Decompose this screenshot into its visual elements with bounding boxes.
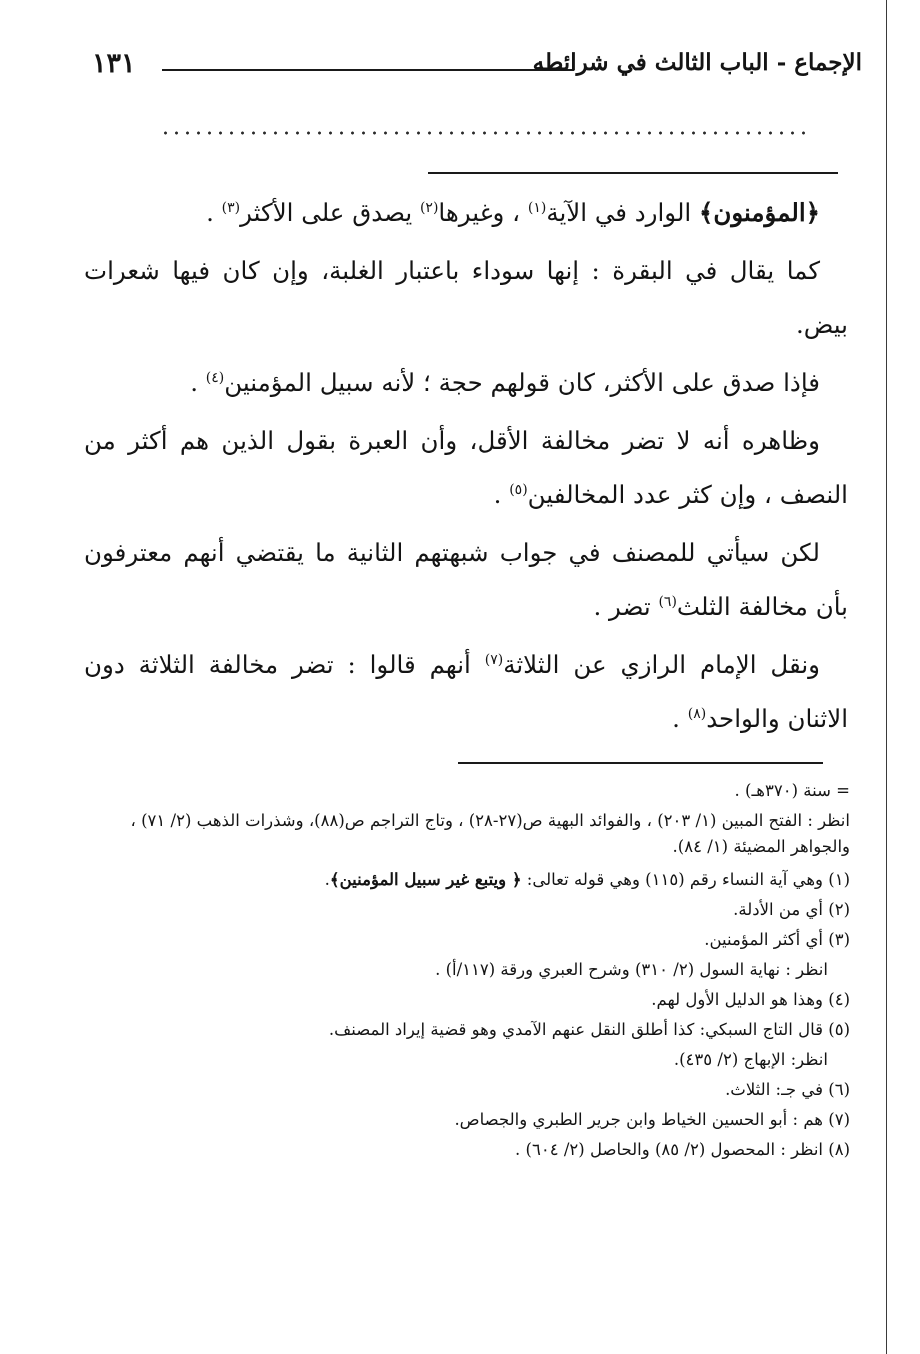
footnote-ref-8: (٨) [687, 706, 707, 722]
footnote-continuation-2: انظر : الفتح المبين (١/ ٢٠٣) ، والفوائد البهية ص(٢٧-٢٨) ، وتاج التراجم ص(٨٨)، وشذرات الذهب (٢/ ٧١) ، والجواهر المضيئة (١/ ٨٤). [130, 811, 850, 856]
running-title: الإجماع - الباب الثالث في شرائطه [532, 49, 862, 76]
footnote-6: (٦) في جـ: الثلاث. [725, 1080, 850, 1099]
page-number: ١٣١ [92, 48, 136, 79]
footnote-5-reference: انظر: الإبهاج (٢/ ٤٣٥). [673, 1050, 828, 1069]
footnote-rule [458, 762, 823, 764]
footnote-ref-4: (٤) [205, 370, 225, 386]
paragraph-3: فإذا صدق على الأكثر، كان قولهم حجة ؛ لأنه سبيل المؤمنين$^{(٤)}$ . [190, 368, 820, 397]
footnote-ref-5: (٥) [509, 482, 528, 498]
main-text [84, 186, 848, 750]
dotted-separator [160, 130, 810, 136]
footnotes [84, 778, 850, 1167]
footnote-4: (٤) وهذا هو الدليل الأول لهم. [651, 990, 850, 1009]
footnote-ref-2: (٢) [419, 200, 439, 216]
footnote-2: (٢) أي من الأدلة. [733, 900, 850, 919]
section-rule [428, 172, 838, 174]
header-rule [162, 69, 574, 71]
footnote-7: (٧) هم : أبو الحسين الخياط وابن جرير الطبري والجصاص. [454, 1110, 850, 1129]
footnote-ref-3: (٣) [221, 200, 241, 216]
paragraph-6: ونقل الإمام الرازي عن الثلاثة$^{(٧)}$ أنهم قالوا : تضر مخالفة الثلاثة دون الاثنان والواحد$^{(٨)}$ . [84, 650, 848, 733]
quran-quote: ﴿ ويتبع غير سبيل المؤمنين﴾ [329, 870, 522, 889]
paragraph-4: وظاهره أنه لا تضر مخالفة الأقل، وأن العبرة بقول الذين هم أكثر من النصف ، وإن كثر عدد المخالفين$^{(٥)}$ . [84, 426, 848, 509]
footnote-5: (٥) قال التاج السبكي: كذا أطلق النقل عنهم الآمدي وهو قضية إيراد المصنف. [328, 1020, 850, 1039]
footnote-ref-6: (٦) [658, 594, 677, 610]
page-header [92, 48, 862, 88]
footnote-ref-7: (٧) [484, 652, 504, 668]
footnote-ref-1: (١) [527, 200, 547, 216]
footnote-1: (١) وهي آية النساء رقم (١١٥) وهي قوله تعالى: ﴿ ويتبع غير سبيل المؤمنين﴾. [324, 870, 850, 889]
footnote-8: (٨) انظر : المحصول (٢/ ٨٥) والحاصل (٢/ ٦٠٤) . [515, 1140, 850, 1159]
paragraph-1: ﴿المؤمنون﴾ الوارد في الآية$^{(١)}$ ، وغيرها$^{(٢)}$ يصدق على الأكثر$^{(٣)}$ . [206, 198, 820, 227]
footnote-3: (٣) أي أكثر المؤمنين. [704, 930, 850, 949]
quran-word: ﴿المؤمنون﴾ [699, 198, 820, 227]
footnote-3-reference: انظر : نهاية السول (٢/ ٣١٠) وشرح العبري ورقة (١١٧/أ) . [435, 960, 828, 979]
footnote-continuation-1: = سنة (٣٧٠هـ) . [734, 781, 850, 800]
paragraph-2: كما يقال في البقرة : إنها سوداء باعتبار الغلبة، وإن كان فيها شعرات بيض. [84, 256, 848, 339]
page-edge-line [886, 0, 887, 1354]
paragraph-5: لكن سيأتي للمصنف في جواب شبهتهم الثانية ما يقتضي أنهم معترفون بأن مخالفة الثلث$^{(٦)}$ تضر . [84, 538, 848, 621]
